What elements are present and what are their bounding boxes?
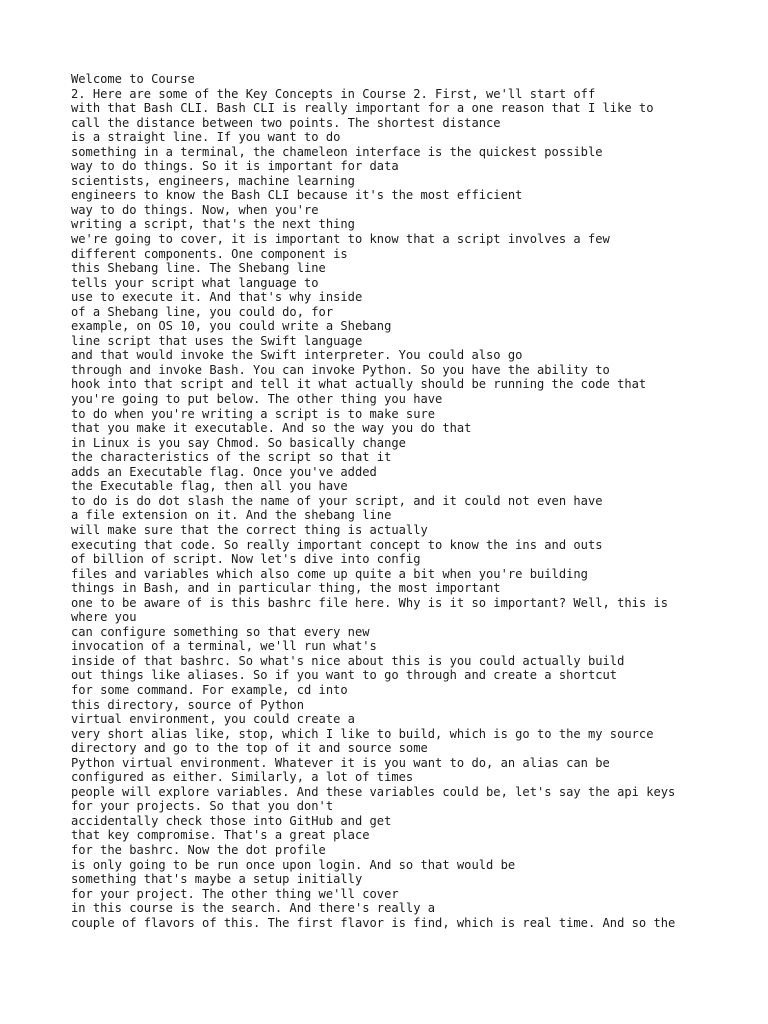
text-line: people will explore variables. And these variables could be, let's say the api keys <box>71 784 676 799</box>
text-line: virtual environment, you could create a <box>71 712 355 727</box>
text-line: is a straight line. If you want to do <box>71 130 341 145</box>
text-line: you're going to put below. The other thing you have <box>71 392 443 407</box>
text-line: accidentally check those into GitHub and get <box>71 813 392 828</box>
text-line: in this course is the search. And there's really a <box>71 901 436 916</box>
text-line: can configure something so that every new <box>71 624 370 639</box>
text-line: for some command. For example, cd into <box>71 682 348 697</box>
text-line: that key compromise. That's a great place <box>71 828 370 843</box>
text-line: things in Bash, and in particular thing, the most important <box>71 581 501 596</box>
text-line: couple of flavors of this. The first flavor is find, which is real time. And so the <box>71 915 676 930</box>
text-line: to do when you're writing a script is to make sure <box>71 406 436 421</box>
text-line: configured as either. Similarly, a lot of times <box>71 770 414 785</box>
text-line: engineers to know the Bash CLI because it's the most efficient <box>71 188 523 203</box>
text-line: scientists, engineers, machine learning <box>71 173 355 188</box>
text-line: the Executable flag, then all you have <box>71 479 348 494</box>
text-line: 2. Here are some of the Key Concepts in Course 2. First, we'll start off <box>71 86 596 101</box>
transcript-body <box>71 72 731 930</box>
text-line: adds an Executable flag. Once you've added <box>71 464 377 479</box>
text-line: very short alias like, stop, which I like to build, which is go to the my source <box>71 726 654 741</box>
text-line: this Shebang line. The Shebang line <box>71 261 326 276</box>
text-line: writing a script, that's the next thing <box>71 217 355 232</box>
text-line: line script that uses the Swift language <box>71 333 363 348</box>
text-line: tells your script what language to <box>71 275 319 290</box>
text-line: Python virtual environment. Whatever it is you want to do, an alias can be <box>71 755 610 770</box>
text-line: for your project. The other thing we'll cover <box>71 886 399 901</box>
text-line: directory and go to the top of it and source some <box>71 741 428 756</box>
text-line: different components. One component is <box>71 246 348 261</box>
text-line: of a Shebang line, you could do, for <box>71 304 334 319</box>
text-line: that you make it executable. And so the way you do that <box>71 421 472 436</box>
text-line: way to do things. So it is important for data <box>71 159 399 174</box>
text-line: with that Bash CLI. Bash CLI is really important for a one reason that I like to <box>71 101 654 116</box>
text-line: way to do things. Now, when you're <box>71 202 319 217</box>
text-line: in Linux is you say Chmod. So basically change <box>71 435 406 450</box>
text-line: a file extension on it. And the shebang line <box>71 508 392 523</box>
text-line: example, on OS 10, you could write a Shebang <box>71 319 392 334</box>
text-line: inside of that bashrc. So what's nice about this is you could actually build <box>71 653 625 668</box>
text-line: this directory, source of Python <box>71 697 304 712</box>
text-line: we're going to cover, it is important to know that a script involves a few <box>71 232 610 247</box>
text-line: and that would invoke the Swift interpreter. You could also go <box>71 348 523 363</box>
text-line: executing that code. So really important concept to know the ins and outs <box>71 537 603 552</box>
text-line: of billion of script. Now let's dive into config <box>71 552 421 567</box>
text-line: something in a terminal, the chameleon interface is the quickest possible <box>71 144 603 159</box>
text-line: hook into that script and tell it what actually should be running the code that <box>71 377 647 392</box>
text-line: one to be aware of is this bashrc file here. Why is it so important? Well, this is <box>71 595 669 610</box>
text-line: will make sure that the correct thing is actually <box>71 522 428 537</box>
text-line: through and invoke Bash. You can invoke Python. So you have the ability to <box>71 362 610 377</box>
text-line: Welcome to Course <box>71 72 195 86</box>
text-line: out things like aliases. So if you want to go through and create a shortcut <box>71 668 618 683</box>
text-line: call the distance between two points. The shortest distance <box>71 115 501 130</box>
text-line: the characteristics of the script so that it <box>71 450 392 465</box>
text-line: for the bashrc. Now the dot profile <box>71 842 326 857</box>
text-line: is only going to be run once upon login. And so that would be <box>71 857 516 872</box>
text-line: invocation of a terminal, we'll run what's <box>71 639 377 654</box>
text-line: use to execute it. And that's why inside <box>71 290 363 305</box>
text-line: something that's maybe a setup initially <box>71 872 363 887</box>
text-line: for your projects. So that you don't <box>71 799 334 814</box>
text-line: to do is do dot slash the name of your script, and it could not even have <box>71 493 603 508</box>
text-line: where you <box>71 610 137 625</box>
text-line: files and variables which also come up quite a bit when you're building <box>71 566 588 581</box>
